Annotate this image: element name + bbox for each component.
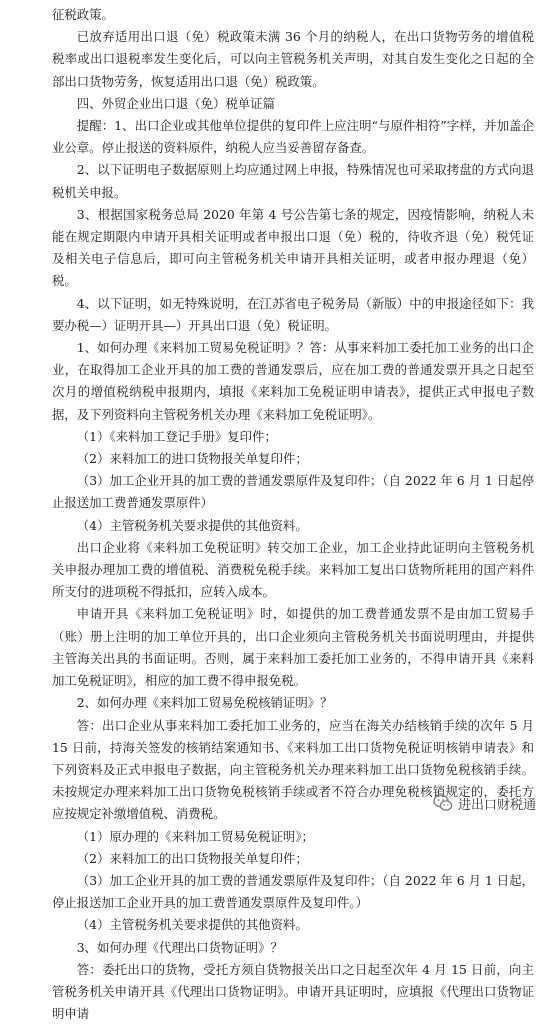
paragraph: （1）《来料加工登记手册》复印件； <box>76 428 277 444</box>
paragraph: 3、根据国家税务总局 2020 年第 4 号公告第七条的规定，因疫情影响，纳税人未能在规定期限内申请开具相关证明或者申报出口退（免）税的，待收齐退（免）税凭证及相关电子信息后，即可向主管税务机关申请开具相关证明，或者申报办理退（免）税。 <box>52 206 534 289</box>
paragraph: （4）主管税务机关要求提供的其他资料。 <box>76 917 308 933</box>
paragraph: （2）来料加工的进口货物报关单复印件； <box>76 451 308 467</box>
paragraph: 2、如何办理《来料加工贸易免税核销证明》？ <box>76 695 333 711</box>
paragraph: 申请开具《来料加工免税证明》时，如提供的加工费普通发票不是由加工贸易手（账）册上注明的加工单位开具的，出口企业须向主管税务机关书面说明理由，并提供主管海关出具的书面证明。否则，属于来料加工委托加工业务的，不得申请开具《来料加工免税证明》，相应的加工费不得申报免税。 <box>52 606 534 689</box>
paragraph: （2）来料加工的出口货物报关单复印件； <box>76 850 308 866</box>
paragraph: （4）主管税务机关要求提供的其他资料。 <box>76 517 308 533</box>
paragraph: 3、如何办理《代理出口货物证明》？ <box>76 939 283 955</box>
wechat-icon <box>433 793 453 813</box>
paragraph: （1）原办理的《来料加工贸易免税证明》； <box>76 828 314 844</box>
paragraph: 提醒：1、出口企业或其他单位提供的复印件上应注明“与原件相符”字样，并加盖企业公章。停止报送的资料原件，纳税人应当妥善留存备查。 <box>52 118 534 156</box>
paragraph: 出口企业将《来料加工免税证明》转交加工企业，加工企业持此证明向主管税务机关申报办理加工费的增值税、消费税免税手续。来料加工复出口货物所耗用的国产料件所支付的进项税不得抵扣，应转入成本。 <box>52 539 534 600</box>
watermark-label: 进出口财税通 <box>457 797 536 813</box>
paragraph: 征税政策。 <box>52 7 114 22</box>
paragraph: 四、外贸企业出口退（免）税单证篇 <box>76 95 276 111</box>
paragraph: 1、如何办理《来料加工贸易免税证明》？答：从事来料加工委托加工业务的出口企业，在取得加工企业开具的加工费的普通发票后，应在加工费的普通发票开具之日起至次月的增值税纳税申报期内，填报《来料加工免税证明申请表》，提供正式申报电子数据，及下列资料向主管税务机关办理《来料加工免税证明》。 <box>52 340 534 422</box>
watermark <box>433 793 536 813</box>
paragraph: （3）加工企业开具的加工费的普通发票原件及复印件；（自 2022 年 6 月 1 日起停止报送加工费普通发票原件） <box>52 473 534 511</box>
paragraph: 4、以下证明，如无特殊说明，在江苏省电子税务局（新版）中的申报途径如下：我要办税—）证明开具—）开具出口退（免）税证明。 <box>52 295 534 333</box>
paragraph: 已放弃适用出口退（免）税政策未满 36 个月的纳税人，在出口货物劳务的增值税税率或出口退税率发生变化后，可以向主管税务机关声明，对其自发生变化之日起的全部出口货物劳务，恢复适用出口退（免）税政策。 <box>52 29 534 89</box>
paragraph: 2、以下证明电子数据原则上均应通过网上申报，特殊情况也可采取拷盘的方式向退税机关申报。 <box>52 162 534 200</box>
document-body <box>52 4 534 1025</box>
paragraph: 答：委托出口的货物，受托方须自货物报关出口之日起至次年 4 月 15 日前，向主管税务机关申请开具《代理出口货物证明》。申请开具证明时，应填报《代理出口货物证明申请 <box>52 961 534 1022</box>
paragraph: （3）加工企业开具的加工费的普通发票原件及复印件；（自 2022 年 6 月 1 日起，停止报送加工企业开具的加工费普通发票原件及复印件。） <box>52 872 534 911</box>
paragraph: 答：出口企业从事来料加工委托加工业务的，应当在海关办结核销手续的次年 5 月 15 日前，持海关签发的核销结案通知书、《来料加工出口货物免税证明核销申请表》和下列资料及正式申报电子数据，向主管税务机关办理来料加工出口货物免税核销手续。未按规定办理来料加工出口货物免税核销手续或者不符合办理免税核销规定的，委托方应按规定补缴增值税、消费税。 <box>52 717 534 822</box>
